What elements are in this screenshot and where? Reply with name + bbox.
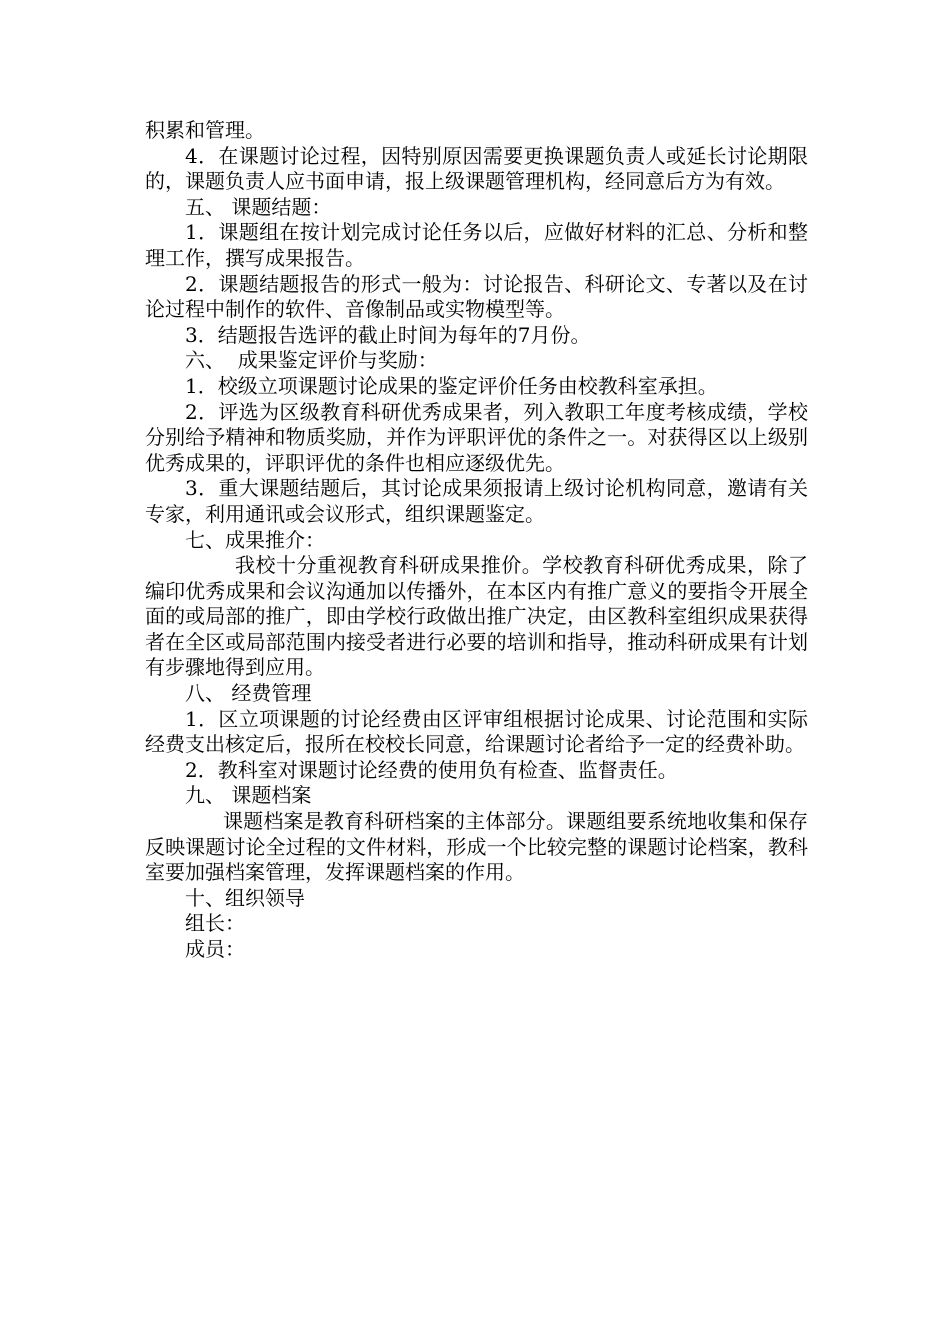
- section-heading: 九、 课题档案: [185, 783, 312, 808]
- paragraph: 3．结题报告选评的截止时间为每年的7月份。: [185, 322, 591, 347]
- section-heading: 五、 课题结题：: [185, 194, 332, 219]
- paragraph: 4．在课题讨论过程，因特别原因需要更换课题负责人或延长讨论期限的，课题负责人应书面申请，报上级课题管理机构，经同意后方为有效。: [145, 143, 808, 194]
- paragraph: 3．重大课题结题后，其讨论成果须报请上级讨论机构同意，邀请有关专家，利用通讯或会议形式，组织课题鉴定。: [145, 476, 808, 526]
- section-heading: 八、 经费管理: [185, 681, 312, 706]
- paragraph: 1．课题组在按计划完成讨论任务以后，应做好材料的汇总、分析和整理工作，撰写成果报告。: [145, 220, 808, 270]
- paragraph: 积累和管理。: [145, 118, 265, 142]
- members-line: 成员：: [185, 937, 245, 961]
- section-heading: 六、 成果鉴定评价与奖励：: [185, 348, 438, 373]
- paragraph: 1．校级立项课题讨论成果的鉴定评价任务由校教科室承担。: [185, 373, 718, 398]
- section-heading: 十、组织领导: [185, 885, 305, 910]
- paragraph: 课题档案是教育科研档案的主体部分。课题组要系统地收集和保存反映课题讨论全过程的文件材料，形成一个比较完整的课题讨论档案，教科室要加强档案管理，发挥课题档案的作用。: [145, 809, 808, 885]
- paragraph: 1．区立项课题的讨论经费由区评审组根据讨论成果、讨论范围和实际经费支出核定后，报所在校校长同意，给课题讨论者给予一定的经费补助。: [145, 706, 808, 757]
- paragraph: 2．课题结题报告的形式一般为：讨论报告、科研论文、专著以及在讨论过程中制作的软件、音像制品或实物模型等。: [145, 271, 808, 322]
- section-heading: 七、成果推介：: [185, 527, 325, 552]
- paragraph: 2．教科室对课题讨论经费的使用负有检查、监督责任。: [185, 757, 678, 782]
- document-body: [145, 118, 808, 963]
- leader-line: 组长：: [185, 911, 245, 936]
- paragraph: 2．评选为区级教育科研优秀成果者，列入教职工年度考核成绩，学校分别给予精神和物质奖励，并作为评职评优的条件之一。对获得区以上级别优秀成果的，评职评优的条件也相应逐级优先。: [145, 399, 808, 475]
- paragraph: 我校十分重视教育科研成果推价。学校教育科研优秀成果，除了编印优秀成果和会议沟通加以传播外，在本区内有推广意义的要指令开展全面的或局部的推广，即由学校行政做出推广决定，由区教科室组织成果获得者在全区或局部范围内接受者进行必要的培训和指导，推动科研成果有计划有步骤地得到应用。: [145, 553, 808, 680]
